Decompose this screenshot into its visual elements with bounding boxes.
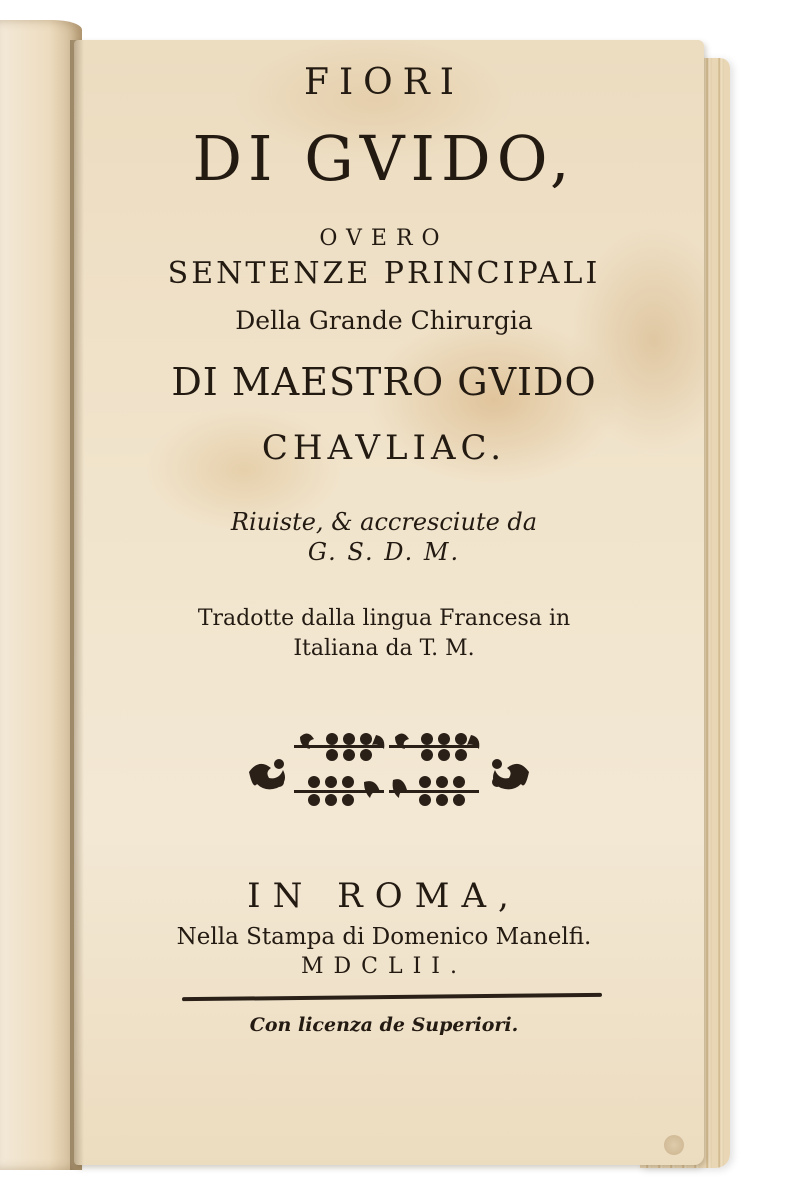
author-line-1: DI MAESTRO GVIDO [171,360,597,404]
reviser-initials: G. S. D. M. [307,538,461,566]
author-line-2: CHAVLIAC. [261,428,507,468]
subtitle-sentenze: SENTENZE PRINCIPALI [167,256,601,291]
title-fiori: FIORI [303,62,465,103]
fleuron-ornament-icon [239,726,539,816]
gutter-shadow [70,40,84,1170]
corner-wear [664,1135,684,1155]
translation-note-2: Italiana da T. M. [293,636,475,661]
imprint-printer: Nella Stampa di Domenico Manelfi. [176,924,592,950]
subtitle-overo: OVERO [319,226,449,251]
translation-note-1: Tradotte dalla lingua Francesa in [197,606,571,631]
title-di-guido: DI GVIDO, [192,122,576,195]
license-note: Con licenza de Superiori. [249,1014,519,1036]
imprint-year: MDCLII. [301,954,467,979]
subtitle-della-chirurgia: Della Grande Chirurgia [235,306,533,335]
horizontal-rule [182,993,602,1001]
title-page [74,40,704,1165]
revision-note: Riuiste, & accresciute da [230,508,538,536]
imprint-place: IN ROMA, [247,876,521,916]
